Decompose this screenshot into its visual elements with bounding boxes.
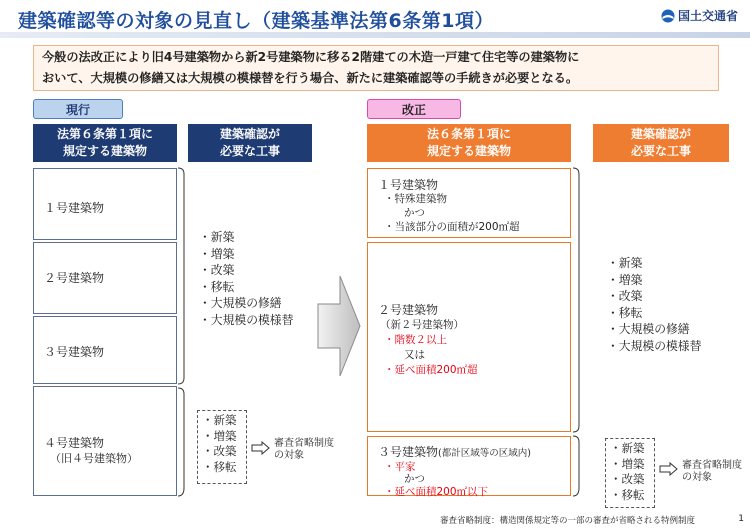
revised-item-3-title: ３号建築物 [378,445,439,459]
revised-small-work-3: ・改築 [610,472,645,486]
current-small-work-3: ・改築 [202,444,237,458]
revised-tab: 改正 [367,99,461,119]
transition-arrow-icon [316,274,362,378]
revised-item-2-l1: ・階数２以上 [384,334,447,346]
revised-brackets [571,166,591,500]
revised-item-1-l1: ・特殊建築物 [384,193,447,205]
current-exempt-note-l1: 審査省略制度 [274,438,334,449]
current-building-header [33,124,177,162]
current-item-2-label: ２号建築物 [44,271,105,285]
revised-building-header-l2: 規定する建築物 [426,144,511,158]
revised-item-3-region: (都計区域等の区域内) [438,448,531,459]
revised-item-1-l3: ・当該部分の面積が200㎡超 [384,221,520,233]
current-work-1: ・新築 [199,230,235,244]
revised-work-2: ・増築 [607,272,643,287]
current-work-header-l2: 必要な工事 [219,144,280,158]
revised-building-header-l1: 法６条第１項に [426,127,511,141]
current-item-4 [33,386,177,496]
current-work-5: ・大規模の修繕 [199,296,282,310]
intro-line-1: 今般の法改正により旧4号建築物から新2号建築物に移る2階建ての木造一戸建て住宅等の建築物に [42,50,580,64]
revised-exempt-note-l1: 審査省略制度 [682,460,742,471]
current-building-header-l1: 法第６条第１項に [56,127,153,141]
revised-work-header [593,124,729,162]
revised-exempt-note-l2: の対象 [682,472,712,483]
current-item-3 [33,316,177,384]
current-exempt-note [274,438,334,462]
revised-item-1 [367,168,571,238]
current-bracket-lower [178,388,184,496]
current-small-work-1: ・新築 [202,413,237,427]
revised-exempt-note [682,460,742,484]
current-works-list [199,229,293,328]
intro-line-2: おいて、大規模の修繕又は大規模の模様替を行う場合、新たに建築確認等の手続きが必要となる。 [42,71,579,85]
current-small-work-2: ・増築 [202,428,237,443]
revised-item-3-l1: ・平家 [384,460,416,473]
revised-work-3: ・改築 [607,289,643,303]
current-item-1-label: １号建築物 [44,201,105,215]
current-work-header-l1: 建築確認が [219,127,280,141]
current-work-2: ・増築 [199,246,235,261]
revised-small-work-4: ・移転 [610,487,645,502]
revised-item-3-l3: ・延べ面積200㎡以下 [384,485,489,498]
current-item-1 [33,168,177,240]
revised-work-5: ・大規模の修繕 [607,322,690,336]
revised-bracket-lower [573,436,579,496]
title-rule [0,32,750,38]
revised-item-3-l2: かつ [404,473,425,485]
revised-item-2-title: ２号建築物 [378,303,439,317]
revised-work-header-l1: 建築確認が [630,127,691,141]
revised-work-4: ・移転 [607,305,643,320]
footnote: 審査省略制度：構造関係規定等の一部の審査が省略される特例制度 [440,516,696,526]
ministry-emblem-icon [661,9,675,23]
revised-work-1: ・新築 [607,256,643,270]
current-work-6: ・大規模の模様替 [199,312,294,327]
revised-exempt-arrow-icon [659,462,679,476]
revised-works-list [607,255,701,354]
revised-item-2-sub: （新２号建築物） [380,319,464,331]
revised-bracket-upper [573,168,579,432]
revised-exempt-box [605,438,655,508]
revised-work-6: ・大規模の模様替 [607,338,702,353]
current-bracket-upper [178,168,184,384]
current-item-3-label: ３号建築物 [44,345,105,359]
revised-item-1-l2: かつ [404,207,425,219]
ministry-name: 国土交通省 [677,9,738,23]
current-small-work-4: ・移転 [202,459,237,474]
revised-small-work-2: ・増築 [610,456,645,471]
current-work-3: ・改築 [199,263,235,277]
current-exempt-arrow-icon [251,441,271,455]
current-item-4-label: ４号建築物 [44,436,105,450]
current-item-4-sub: （旧４号建築物） [50,452,138,465]
current-building-header-l2: 規定する建築物 [62,144,147,158]
page-title: 建築確認等の対象の見直し（建築基準法第6条第1項） [18,10,494,32]
intro-box [33,45,719,91]
ministry-logo [661,7,738,24]
current-exempt-note-l2: の対象 [274,450,304,461]
revised-work-header-l2: 必要な工事 [630,144,691,158]
current-work-4: ・移転 [199,279,235,294]
revised-small-work-1: ・新築 [610,441,645,455]
revised-item-1-title: １号建築物 [378,178,439,192]
page-number: 1 [738,514,744,524]
revised-item-3 [367,436,571,496]
current-brackets [176,166,196,500]
revised-item-2-l3: ・延べ面積200㎡超 [384,364,478,376]
current-exempt-box [197,410,247,484]
current-item-2 [33,242,177,314]
revised-item-2-l2: 又は [404,349,425,361]
current-work-header [188,124,312,162]
current-tab: 現行 [33,99,123,119]
revised-building-header [367,124,571,162]
revised-item-2 [367,242,571,432]
